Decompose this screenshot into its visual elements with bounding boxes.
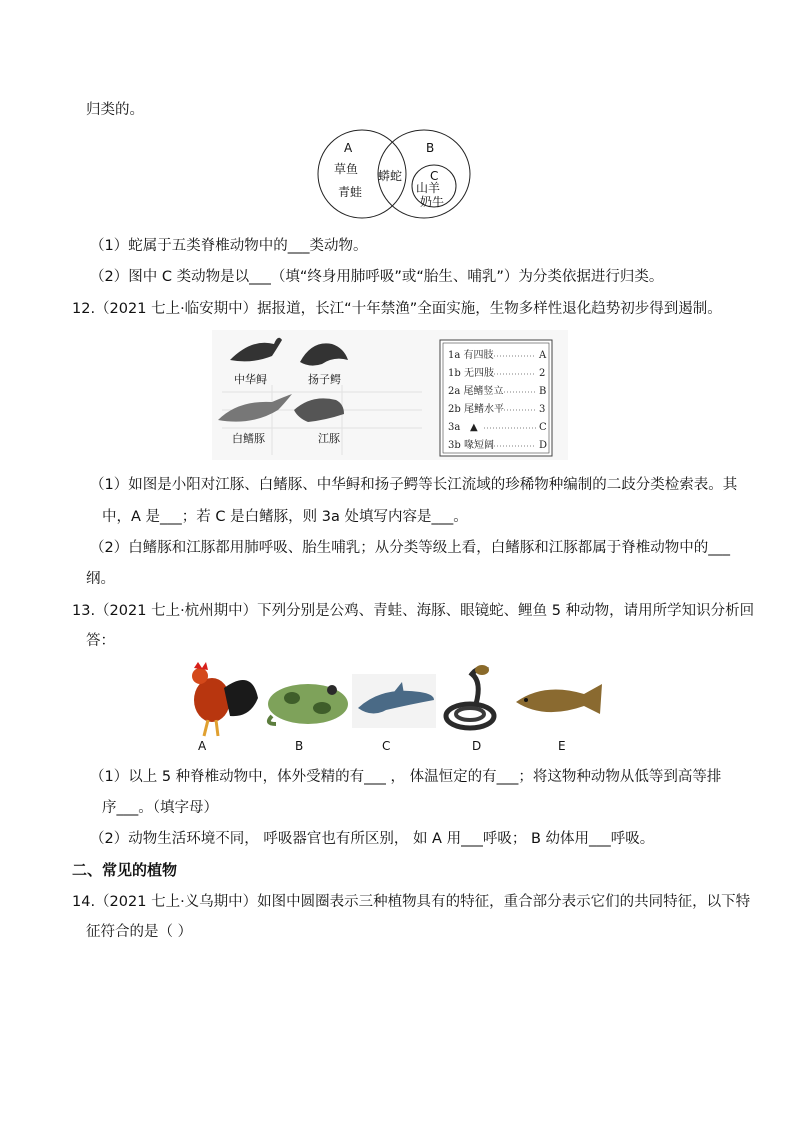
q14-stem-line2: 征符合的是（ ）	[86, 924, 193, 940]
venn-c-item-2: 奶牛	[420, 195, 445, 209]
q11-sub2: （2）图中 C 类动物是以___（填“终身用肺呼吸”或“胎生、哺乳”）为分类依据进行归类。	[90, 269, 664, 285]
q13-label-a: A	[198, 739, 207, 753]
key-row-6-left: 3b 喙短阔	[448, 440, 494, 451]
key-row-5-right: C	[539, 422, 547, 433]
q13-stem-line1: 13.（2021 七上·杭州期中）下列分别是公鸡、青蛙、海豚、眼镜蛇、鲤鱼 5 种动物，请用所学知识分析回	[72, 603, 755, 619]
key-row-1-right: A	[539, 350, 547, 361]
key-row-5-left: 3a	[448, 422, 461, 433]
q11-venn-diagram	[316, 128, 471, 220]
q12-animal-1: 中华鲟	[234, 373, 267, 386]
q13-label-e: E	[558, 739, 566, 753]
key-row-3-left: 2a 尾鳍竖立	[448, 386, 504, 397]
q12-stem: 12.（2021 七上·临安期中）据报道，长江“十年禁渔”全面实施，生物多样性退化趋势初步得到遏制。	[72, 301, 722, 317]
q11-lead-line: 归类的。	[86, 102, 144, 118]
q12-animal-2: 扬子鳄	[308, 373, 341, 386]
q13-sub2: （2）动物生活环境不同， 呼吸器官也有所区别， 如 A 用___呼吸； B 幼体用___呼吸。	[90, 831, 655, 847]
q14-stem-line1: 14.（2021 七上·义乌期中）如图中圆圈表示三种植物具有的特征，重合部分表示它们的共同特征，以下特	[72, 894, 751, 910]
q13-label-d: D	[472, 739, 482, 753]
q12-animal-3: 白鳍豚	[232, 432, 265, 445]
q13-stem-line2: 答：	[86, 633, 115, 649]
key-row-4-left: 2b 尾鳍水平	[448, 404, 504, 415]
q13-sub1-line1: （1）以上 5 种脊椎动物中，体外受精的有___ ， 体温恒定的有___；将这物种动物从低等到高等排	[90, 769, 722, 785]
key-row-2-right: 2	[539, 368, 546, 379]
venn-c-item-1: 山羊	[416, 181, 441, 195]
venn-label-c: C	[430, 169, 439, 183]
q12-sub2-line2: 纲。	[86, 571, 115, 587]
frog-icon	[268, 684, 348, 724]
dolphin-icon	[352, 674, 436, 728]
q12-sub2-line1: （2）白鳍豚和江豚都用肺呼吸、胎生哺乳；从分类等级上看，白鳍豚和江豚都属于脊椎动物中的___	[90, 540, 730, 556]
venn-label-b: B	[426, 141, 435, 155]
key-row-5-mark: ▲	[470, 422, 478, 433]
q12-sub1-line2: 中，A 是___；若 C 是白鳍豚，则 3a 处填写内容是___。	[102, 509, 468, 525]
q13-label-c: C	[382, 739, 391, 753]
cobra-icon	[446, 665, 494, 728]
key-row-2-left: 1b 无四肢	[448, 368, 494, 379]
q13-sub1-line2: 序___。（填字母）	[102, 800, 218, 816]
key-row-3-right: B	[539, 386, 547, 397]
venn-overlap-item: 蟒蛇	[378, 169, 403, 183]
key-row-4-right: 3	[539, 404, 546, 415]
q11-sub1: （1）蛇属于五类脊椎动物中的___类动物。	[90, 238, 368, 254]
rooster-icon	[192, 662, 258, 736]
key-row-6-right: D	[539, 440, 548, 451]
q12-figure	[212, 330, 568, 460]
q12-animal-4: 江豚	[318, 432, 340, 445]
q13-figure	[172, 658, 612, 758]
key-row-1-left: 1a 有四肢	[448, 350, 494, 361]
q12-sub1-line1: （1）如图是小阳对江豚、白鳍豚、中华鲟和扬子鳄等长江流域的珍稀物种编制的二歧分类检索表。其	[90, 477, 738, 493]
venn-label-a: A	[344, 141, 353, 155]
carp-icon	[516, 684, 602, 714]
q13-label-b: B	[295, 739, 304, 753]
section-heading: 二、常见的植物	[72, 861, 178, 879]
venn-a-item-2: 青蛙	[338, 185, 363, 199]
venn-a-item-1: 草鱼	[334, 162, 359, 176]
